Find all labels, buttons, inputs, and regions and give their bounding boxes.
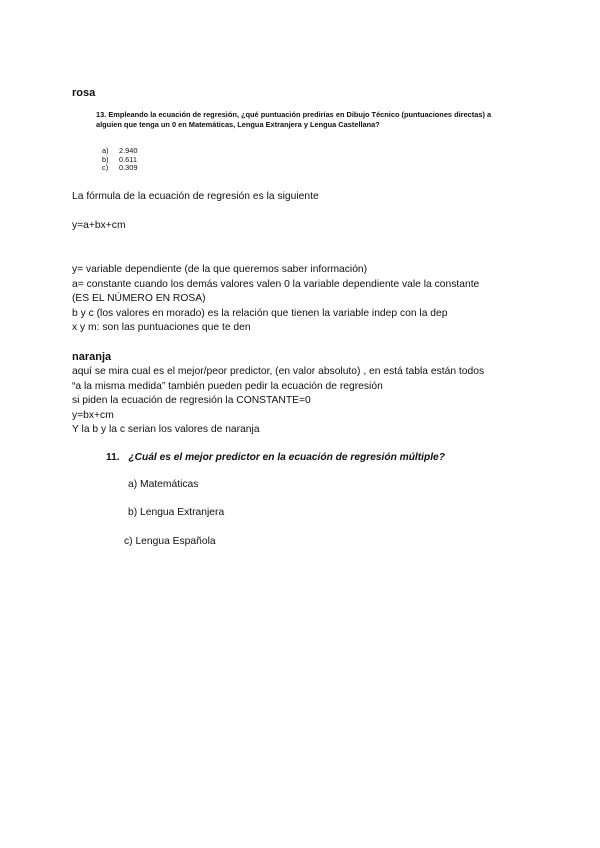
naranja-line: aquí se mira cual es el mejor/peor predictor, (en valor absoluto) , en está tabla están todos xyxy=(72,366,485,377)
naranja-line: “a la misma medida” también pueden pedir la ecuación de regresión xyxy=(72,380,383,392)
explanation-line: (ES EL NÚMERO EN ROSA) xyxy=(72,293,206,305)
option-letter: a) xyxy=(102,146,109,155)
formula: y=a+bx+cm xyxy=(72,220,126,231)
explanation-line: b y c (los valores en morado) es la relación que tienen la variable indep con la dep xyxy=(72,307,448,319)
option-value: 0.611 xyxy=(119,154,137,164)
explanation-line: a= constante cuando los demás valores valen 0 la variable dependiente vale la constante xyxy=(72,278,480,290)
question-11 xyxy=(106,452,445,463)
naranja-line: y=bx+cm xyxy=(72,409,114,421)
question-11-text: ¿Cuál es el mejor predictor en la ecuación de regresión múltiple? xyxy=(128,452,445,463)
formula-explanation xyxy=(72,263,479,336)
question-11-option-c: c) Lengua Española xyxy=(124,536,216,547)
option-letter: b) xyxy=(102,154,109,164)
option-letter: c) xyxy=(102,163,109,172)
explanation-line: y= variable dependiente (de la que queremos saber información) xyxy=(72,264,368,275)
naranja-line: si piden la ecuación de regresión la CONSTANTE=0 xyxy=(72,395,311,407)
naranja-line: Y la b y la c serian los valores de naranja xyxy=(72,424,260,436)
option-value: 0.309 xyxy=(119,163,138,172)
question-11-option-b: b) Lengua Extranjera xyxy=(128,507,225,518)
formula-intro: La fórmula de la ecuación de regresión es la siguiente xyxy=(72,191,319,202)
option-value: 2.940 xyxy=(119,146,138,155)
naranja-explanation xyxy=(72,365,484,438)
naranja-heading: naranja xyxy=(72,351,112,363)
question-13-text: 13. Empleando la ecuación de regresión, ¿qué puntuación predirías en Dibujo Técnico (puntuaciones directas) a alguien que tenga un 0 en Matemáticas, Lengua Extranjera y Lengua Castellana? xyxy=(96,110,492,129)
explanation-line: x y m: son las puntuaciones que te den xyxy=(72,322,251,334)
question-11-number: 11. xyxy=(106,452,120,463)
option-c xyxy=(102,164,138,173)
rosa-heading: rosa xyxy=(72,87,96,99)
question-11-option-a: a) Matemáticas xyxy=(128,479,199,490)
question-13-options xyxy=(102,147,138,173)
